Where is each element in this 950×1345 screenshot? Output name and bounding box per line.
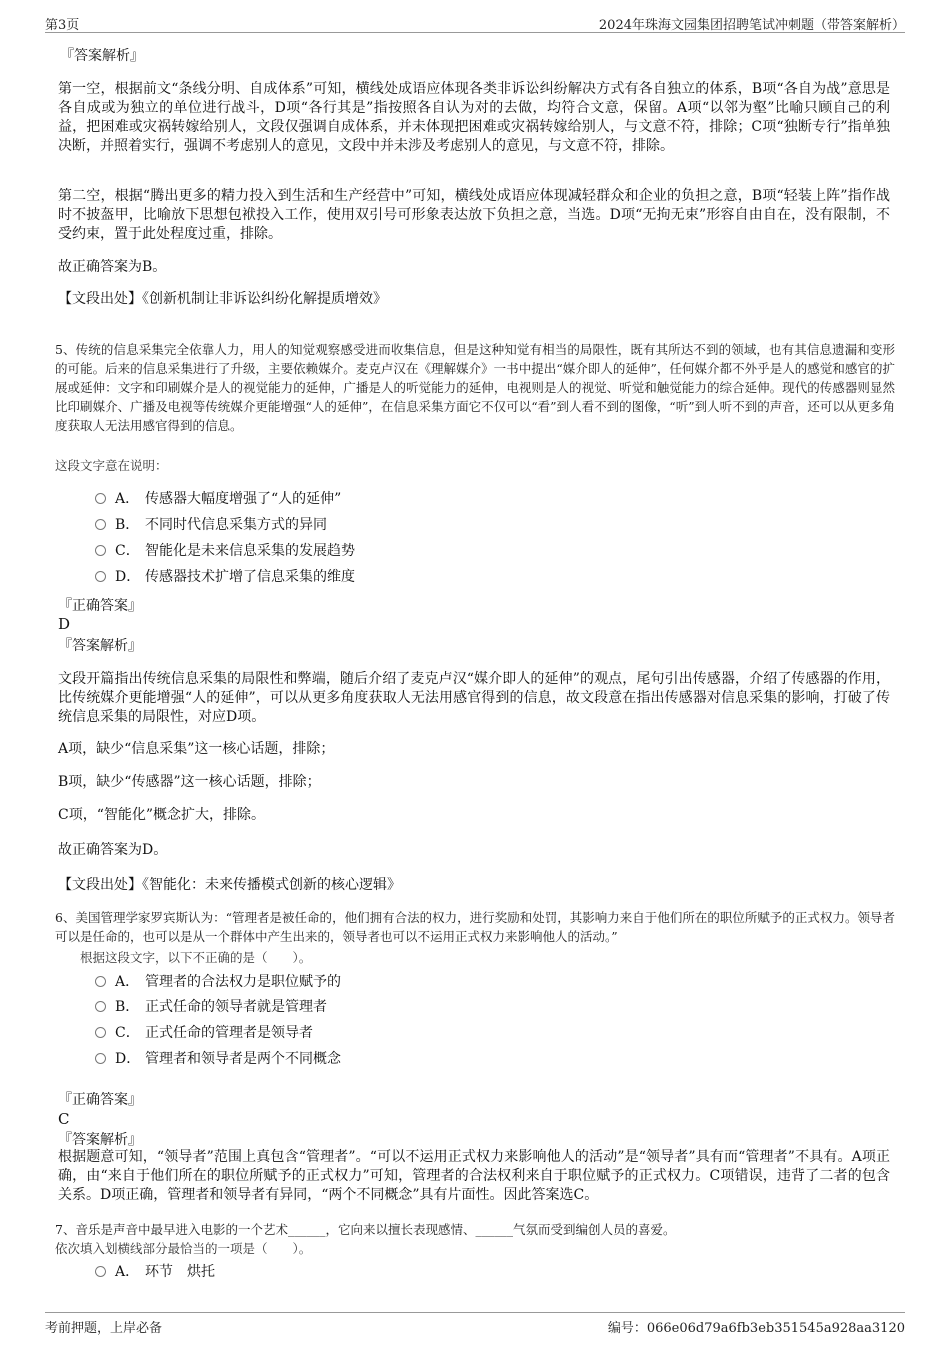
q4-analysis-label: 『答案解析』	[60, 48, 144, 64]
q6-prompt: 根据这段文字，以下不正确的是（ ）。	[80, 950, 312, 965]
radio-button-icon[interactable]	[95, 1053, 106, 1064]
q6-analysis-label: 『答案解析』	[58, 1132, 142, 1148]
q6-analysis-text: 根据题意可知，“领导者”范围上真包含“管理者”。“可以不运用正式权力来影响他人的活动”是“领导者”具有而“管理者”不具有。A项正确，由“来自于他们所在的职位所赋予的正式权力”可知，管理者的合法权利来自于职位赋予的正式权力。C项错误，违背了二者的包含关系。D项正确，管理者和领导者有异同，“两个不同概念”具有片面性。因此答案选C。	[58, 1149, 890, 1203]
radio-button-icon[interactable]	[95, 545, 106, 556]
option-letter: D．	[115, 1051, 141, 1067]
page-footer	[45, 1312, 905, 1337]
option-text: 智能化是未来信息采集的发展趋势	[145, 543, 355, 559]
option-text: 传感器大幅度增强了“人的延伸”	[145, 491, 342, 507]
radio-button-icon[interactable]	[95, 519, 106, 530]
page-number: 第3页	[45, 18, 80, 33]
option-text: 不同时代信息采集方式的异同	[145, 517, 327, 533]
footer-slogan: 考前押题，上岸必备	[45, 1321, 163, 1336]
page-header	[45, 12, 905, 33]
option-text: 正式任命的管理者是领导者	[145, 1025, 313, 1041]
option-letter: B．	[115, 517, 140, 533]
q6-correct-answer: C	[58, 1110, 70, 1128]
option-text: 传感器技术扩增了信息采集的维度	[145, 569, 355, 585]
q5-correct-label: 『正确答案』	[58, 598, 142, 614]
q4-analysis-p1: 第一空，根据前文“条线分明、自成体系”可知，横线处成语应体现各类非诉讼纠纷解决方式有各自独立的体系，B项“各自为战”意思是各自成或为独立的单位进行战斗，D项“各行其是”指按照各自认为对的去做，均符合文意，保留。A项“以邻为壑”比喻只顾自己的利益，把困难或灾祸转嫁给别人，文段仅强调自成体系，并未体现把困难或灾祸转嫁给别人，与文意不符，排除；C项“独断专行”指单独决断，并照着实行，强调不考虑别人的意见，文段中并未涉及考虑别人的意见，与文意不符，排除。	[58, 81, 890, 154]
radio-button-icon[interactable]	[95, 1001, 106, 1012]
q5-option-a[interactable]	[95, 488, 341, 510]
option-letter: A．	[115, 491, 140, 507]
q6-option-b[interactable]	[95, 996, 327, 1018]
radio-button-icon[interactable]	[95, 976, 106, 987]
q5-note-b: B项，缺少“传感器”这一核心话题，排除；	[58, 774, 321, 790]
q4-source: 【文段出处】《创新机制让非诉讼纠纷化解提质增效》	[58, 291, 387, 307]
radio-button-icon[interactable]	[95, 493, 106, 504]
option-text: 环节 烘托	[145, 1264, 215, 1280]
q6-question-text: 6、美国管理学家罗宾斯认为：“管理者是被任命的，他们拥有合法的权力，进行奖励和处罚，其影响力来自于他们所在的职位所赋予的正式权力。领导者可以是任命的，也可以是从一个群体中产生出来的，领导者也可以不运用正式权力来影响他人的活动。”	[55, 910, 895, 944]
q5-option-c[interactable]	[95, 540, 355, 562]
option-text: 管理者和领导者是两个不同概念	[145, 1051, 341, 1067]
q5-analysis-label: 『答案解析』	[58, 638, 142, 654]
q5-question-text: 5、传统的信息采集完全依靠人力，用人的知觉观察感受进而收集信息，但是这种知觉有相当的局限性，既有其所达不到的领域，也有其信息遗漏和变形的可能。后来的信息采集进行了升级，主要依赖媒介。麦克卢汉在《理解媒介》一书中提出“媒介即人的延伸”，任何媒介都不外乎是人的感觉和感官的扩展或延伸：文字和印刷媒介是人的视觉能力的延伸，广播是人的听觉能力的延伸，电视则是人的视觉、听觉和触觉能力的综合延伸。现代的传感器则显然比印刷媒介、广播及电视等传统媒介更能增强“人的延伸”，在信息采集方面它不仅可以“看”到人看不到的图像，“听”到人听不到的声音，还可以从更多角度获取人无法用感官得到的信息。	[55, 342, 895, 433]
option-letter: D．	[115, 569, 141, 585]
document-title: 2024年珠海文园集团招聘笔试冲刺题（带答案解析）	[598, 18, 905, 33]
q5-correct-answer: D	[58, 615, 71, 633]
q5-analysis-text: 文段开篇指出传统信息采集的局限性和弊端，随后介绍了麦克卢汉“媒介即人的延伸”的观点，尾句引出传感器，介绍了传感器的作用，比传统媒介更能增强“人的延伸”，可以从更多角度获取人无法用感官得到的信息，故文段意在指出传感器对信息采集的影响，打破了传统信息采集的局限性，对应D项。	[58, 671, 890, 725]
radio-button-icon[interactable]	[95, 571, 106, 582]
option-text: 管理者的合法权力是职位赋予的	[145, 974, 341, 990]
option-letter: B．	[115, 999, 140, 1015]
q5-option-d[interactable]	[95, 566, 355, 588]
option-letter: C．	[115, 543, 140, 559]
option-text: 正式任命的领导者就是管理者	[145, 999, 327, 1015]
q7-option-a[interactable]	[95, 1261, 215, 1283]
radio-button-icon[interactable]	[95, 1027, 106, 1038]
option-letter: A．	[115, 1264, 140, 1280]
radio-button-icon[interactable]	[95, 1266, 106, 1277]
q5-source: 【文段出处】《智能化：未来传播模式创新的核心逻辑》	[58, 877, 401, 893]
option-letter: A．	[115, 974, 140, 990]
option-letter: C．	[115, 1025, 140, 1041]
q5-prompt: 这段文字意在说明：	[55, 458, 168, 473]
q6-option-c[interactable]	[95, 1022, 313, 1044]
q4-conclusion: 故正确答案为B。	[58, 259, 167, 275]
q6-option-d[interactable]	[95, 1048, 341, 1070]
q6-correct-label: 『正确答案』	[58, 1092, 142, 1108]
q5-note-c: C项，“智能化”概念扩大，排除。	[58, 807, 266, 823]
q5-note-a: A项，缺少“信息采集”这一核心话题，排除；	[58, 741, 335, 757]
document-id: 编号：066e06d79a6fb3eb351545a928aa3120	[607, 1321, 905, 1336]
q7-prompt: 依次填入划横线部分最恰当的一项是（ ）。	[55, 1241, 312, 1256]
q6-option-a[interactable]	[95, 971, 341, 993]
q5-option-b[interactable]	[95, 514, 327, 536]
q5-conclusion: 故正确答案为D。	[58, 842, 168, 858]
q7-question-text: 7、音乐是声音中最早进入电影的一个艺术______，它向来以擅长表现感情、______气氛而受到编创人员的喜爱。	[55, 1222, 676, 1237]
q4-analysis-p2: 第二空，根据“腾出更多的精力投入到生活和生产经营中”可知，横线处成语应体现减轻群众和企业的负担之意，B项“轻装上阵”指作战时不披盔甲，比喻放下思想包袱投入工作，使用双引号可形象表达放下负担之意，当选。D项“无拘无束”形容自由自在，没有限制，不受约束，置于此处程度过重，排除。	[58, 188, 890, 242]
